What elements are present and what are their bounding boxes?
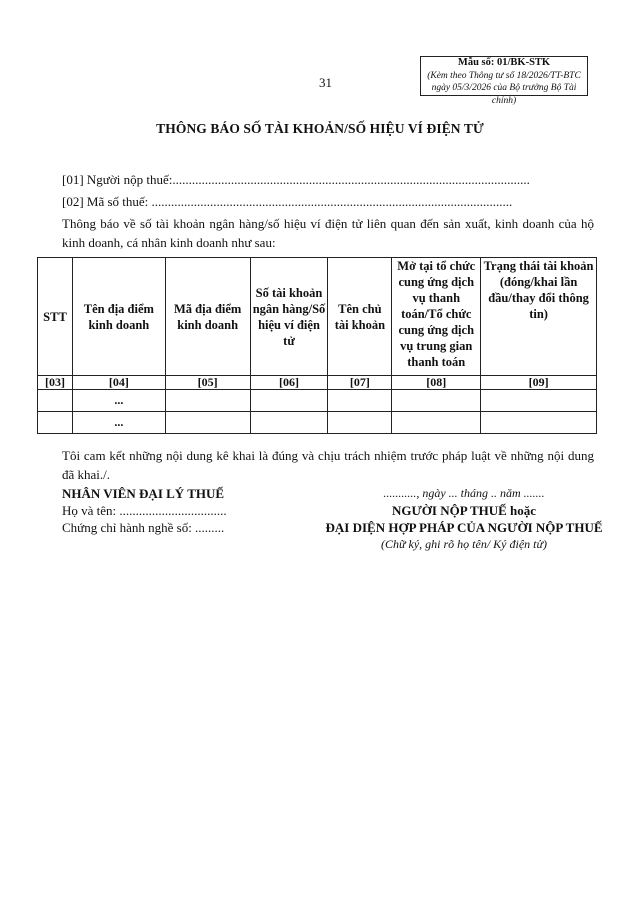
form-code: Mẫu số: 01/BK-STK: [457, 57, 551, 68]
account-table: [37, 257, 597, 434]
table-cell: [250, 390, 328, 412]
taxpayer-signature-block: [284, 485, 640, 553]
table-cell: [165, 412, 250, 434]
header-location-code: Mã địa điểm kinh doanh: [165, 258, 250, 376]
code-cell: [05]: [165, 376, 250, 390]
document-title: THÔNG BÁO SỐ TÀI KHOẢN/SỐ HIỆU VÍ ĐIỆN TỬ: [156, 121, 484, 136]
signature-date: ..........., ngày ... tháng .. năm .......: [383, 486, 545, 500]
code-cell: [08]: [392, 376, 481, 390]
table-cell: [392, 412, 481, 434]
code-cell: [06]: [250, 376, 328, 390]
table-cell: ...: [72, 390, 165, 412]
table-cell: [481, 390, 597, 412]
table-cell: [38, 390, 73, 412]
signer-title: NGƯỜI NỘP THUẾ hoặc: [391, 503, 537, 518]
commitment-statement: Tôi cam kết những nội dung kê khai là đúng và chịu trách nhiệm trước pháp luật về những nội dung đã khai./.: [62, 448, 594, 482]
header-account-holder: Tên chủ tài khoản: [328, 258, 392, 376]
form-reference-line-1: (Kèm theo Thông tư số 18/2026/TT-BTC: [427, 70, 581, 81]
table-cell: [392, 390, 481, 412]
page-number: 31: [319, 75, 332, 90]
tax-agent-certificate: Chứng chỉ hành nghề số: .........: [62, 520, 225, 535]
table-cell: [165, 390, 250, 412]
table-code-row: [38, 376, 597, 390]
table-row: [38, 412, 597, 434]
tax-agent-heading: NHÂN VIÊN ĐẠI LÝ THUẾ: [62, 486, 225, 501]
header-stt: STT: [38, 258, 73, 376]
table-cell: [328, 412, 392, 434]
taxpayer-field: [01] Người nộp thuế:..............................................................................................................: [62, 172, 530, 187]
signer-representative: ĐẠI DIỆN HỢP PHÁP CỦA NGƯỜI NỘP THUẾ: [325, 520, 603, 535]
form-number-box: [420, 56, 588, 106]
code-cell: [07]: [328, 376, 392, 390]
table-cell: [38, 412, 73, 434]
header-provider: Mở tại tổ chức cung ứng dịch vụ thanh toán/Tổ chức cung ứng dịch vụ trung gian thanh toán: [392, 258, 481, 376]
code-cell: [04]: [72, 376, 165, 390]
table-cell: [250, 412, 328, 434]
form-reference-line-2: ngày 05/3/2026 của Bộ trưởng Bộ Tài chính): [431, 83, 577, 106]
code-cell: [03]: [38, 376, 73, 390]
header-location-name: Tên địa điểm kinh doanh: [72, 258, 165, 376]
header-account-status: Trạng thái tài khoản (đóng/khai lần đầu/thay đổi thông tin): [481, 258, 597, 376]
tax-code-field: [02] Mã số thuế: ...............................................................................................................: [62, 194, 513, 209]
signature-note: (Chữ ký, ghi rõ họ tên/ Ký điện tử): [380, 537, 548, 551]
table-cell: [328, 390, 392, 412]
tax-agent-block: [62, 485, 227, 536]
table-cell: ...: [72, 412, 165, 434]
table-header-row: [38, 258, 597, 376]
header-account-number: Số tài khoản ngân hàng/Số hiệu ví điện tử: [250, 258, 328, 376]
tax-agent-name: Họ và tên: .................................: [62, 503, 227, 518]
table-cell: [481, 412, 597, 434]
intro-paragraph: Thông báo về số tài khoản ngân hàng/số hiệu ví điện tử liên quan đến sản xuất, kinh doanh của hộ kinh doanh, cá nhân kinh doanh như sau:: [62, 216, 594, 250]
table-row: [38, 390, 597, 412]
code-cell: [09]: [481, 376, 597, 390]
